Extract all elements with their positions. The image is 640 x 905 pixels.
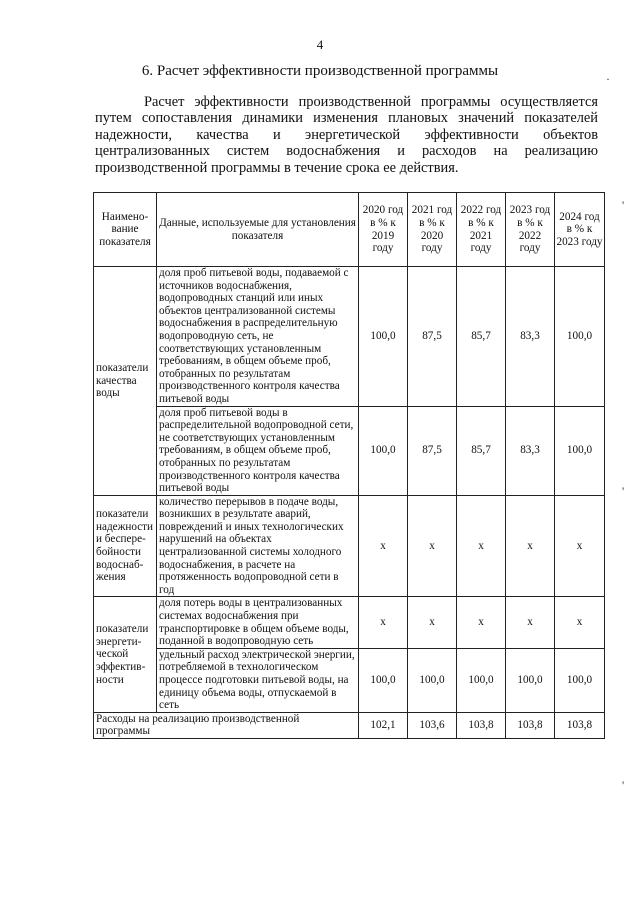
scan-speck: '	[622, 198, 625, 212]
table-row	[94, 406, 605, 495]
expense-value: 103,8	[457, 712, 506, 738]
row-value: 100,0	[555, 648, 605, 712]
header-year-2020: 2020 год в % к 2019 году	[359, 193, 408, 267]
row-value: 87,5	[408, 267, 457, 407]
row-value: х	[359, 495, 408, 597]
header-data-used: Данные, используемые для установления показателя	[157, 193, 359, 267]
row-value: х	[457, 495, 506, 597]
row-description: количество перерывов в подаче воды, возникших в результате аварий, повреждений и иных технологических нарушений на объектах централизованной системы холодного водоснабжения, в расчете на протяженность водопроводной сети в год	[157, 495, 359, 597]
category-energy-efficiency: показатели энергети-ческой эффектив-ности	[94, 597, 157, 712]
scan-speck: '	[622, 778, 625, 792]
row-value: 85,7	[457, 406, 506, 495]
page-number: 4	[316, 37, 324, 52]
header-year-2021: 2021 год в % к 2020 году	[408, 193, 457, 267]
table-row	[94, 648, 605, 712]
row-value: х	[555, 495, 605, 597]
category-quality: показатели качества воды	[94, 267, 157, 496]
efficiency-table	[93, 192, 605, 739]
row-value: х	[506, 597, 555, 648]
row-value: 100,0	[359, 406, 408, 495]
row-value: 83,3	[506, 406, 555, 495]
expense-value: 103,8	[555, 712, 605, 738]
row-value: 85,7	[457, 267, 506, 407]
header-year-2023: 2023 год в % к 2022 году	[506, 193, 555, 267]
row-value: 100,0	[555, 406, 605, 495]
row-value: 100,0	[359, 267, 408, 407]
row-description: доля проб питьевой воды в распределительной водопроводной сети, не соответствующих установленным требованиям, в общем объеме проб, отобранных по результатам производственного контроля качества питьевой воды	[157, 406, 359, 495]
header-year-2022: 2022 год в % к 2021 году	[457, 193, 506, 267]
header-year-2024: 2024 год в % к 2023 году	[555, 193, 605, 267]
intro-paragraph: Расчет эффективности производственной программы осуществляется путем сопоставления динамики изменения плановых значений показателей надежности, качества и энергетической эффективности объектов централизованных систем водоснабжения и расходов на реализацию производственной программы в течение срока ее действия.	[95, 94, 598, 176]
header-indicator-name: Наимено-вание показателя	[94, 193, 157, 267]
row-value: 100,0	[457, 648, 506, 712]
row-value: 87,5	[408, 406, 457, 495]
expense-value: 102,1	[359, 712, 408, 738]
scan-speck: '	[622, 484, 625, 498]
row-value: х	[408, 597, 457, 648]
row-value: х	[408, 495, 457, 597]
row-value: 83,3	[506, 267, 555, 407]
row-value: х	[457, 597, 506, 648]
expense-value: 103,6	[408, 712, 457, 738]
row-description: доля потерь воды в централизованных системах водоснабжения при транспортировке в общем объеме воды, поданной в водопроводную сеть	[157, 597, 359, 648]
row-value: 100,0	[506, 648, 555, 712]
row-value: 100,0	[555, 267, 605, 407]
row-value: 100,0	[408, 648, 457, 712]
row-value: х	[555, 597, 605, 648]
expense-value: 103,8	[506, 712, 555, 738]
table-row	[94, 267, 605, 407]
row-value: 100,0	[359, 648, 408, 712]
category-reliability: показатели надежности и беспере-бойности водоснаб-жения	[94, 495, 157, 597]
expense-label: Расходы на реализацию производственной программы	[94, 712, 359, 738]
expense-row	[94, 712, 605, 738]
row-value: х	[359, 597, 408, 648]
row-description: доля проб питьевой воды, подаваемой с источников водоснабжения, водопроводных станций или иных объектов централизованной системы водоснабжения в распределительную водопроводную сеть, не соответствующих установленным требованиям, в общем объеме проб, отобранных по результатам производственного контроля качества питьевой воды	[157, 267, 359, 407]
row-value: х	[506, 495, 555, 597]
row-description: удельный расход электрической энергии, потребляемой в технологическом процессе подготовки питьевой воды, на единицу объема воды, отпускаемой в сеть	[157, 648, 359, 712]
section-heading: 6. Расчет эффективности производственной программы	[141, 63, 499, 79]
table-header-row	[94, 193, 605, 267]
table-row	[94, 495, 605, 597]
table-row	[94, 597, 605, 648]
scan-speck: ·	[606, 72, 610, 86]
